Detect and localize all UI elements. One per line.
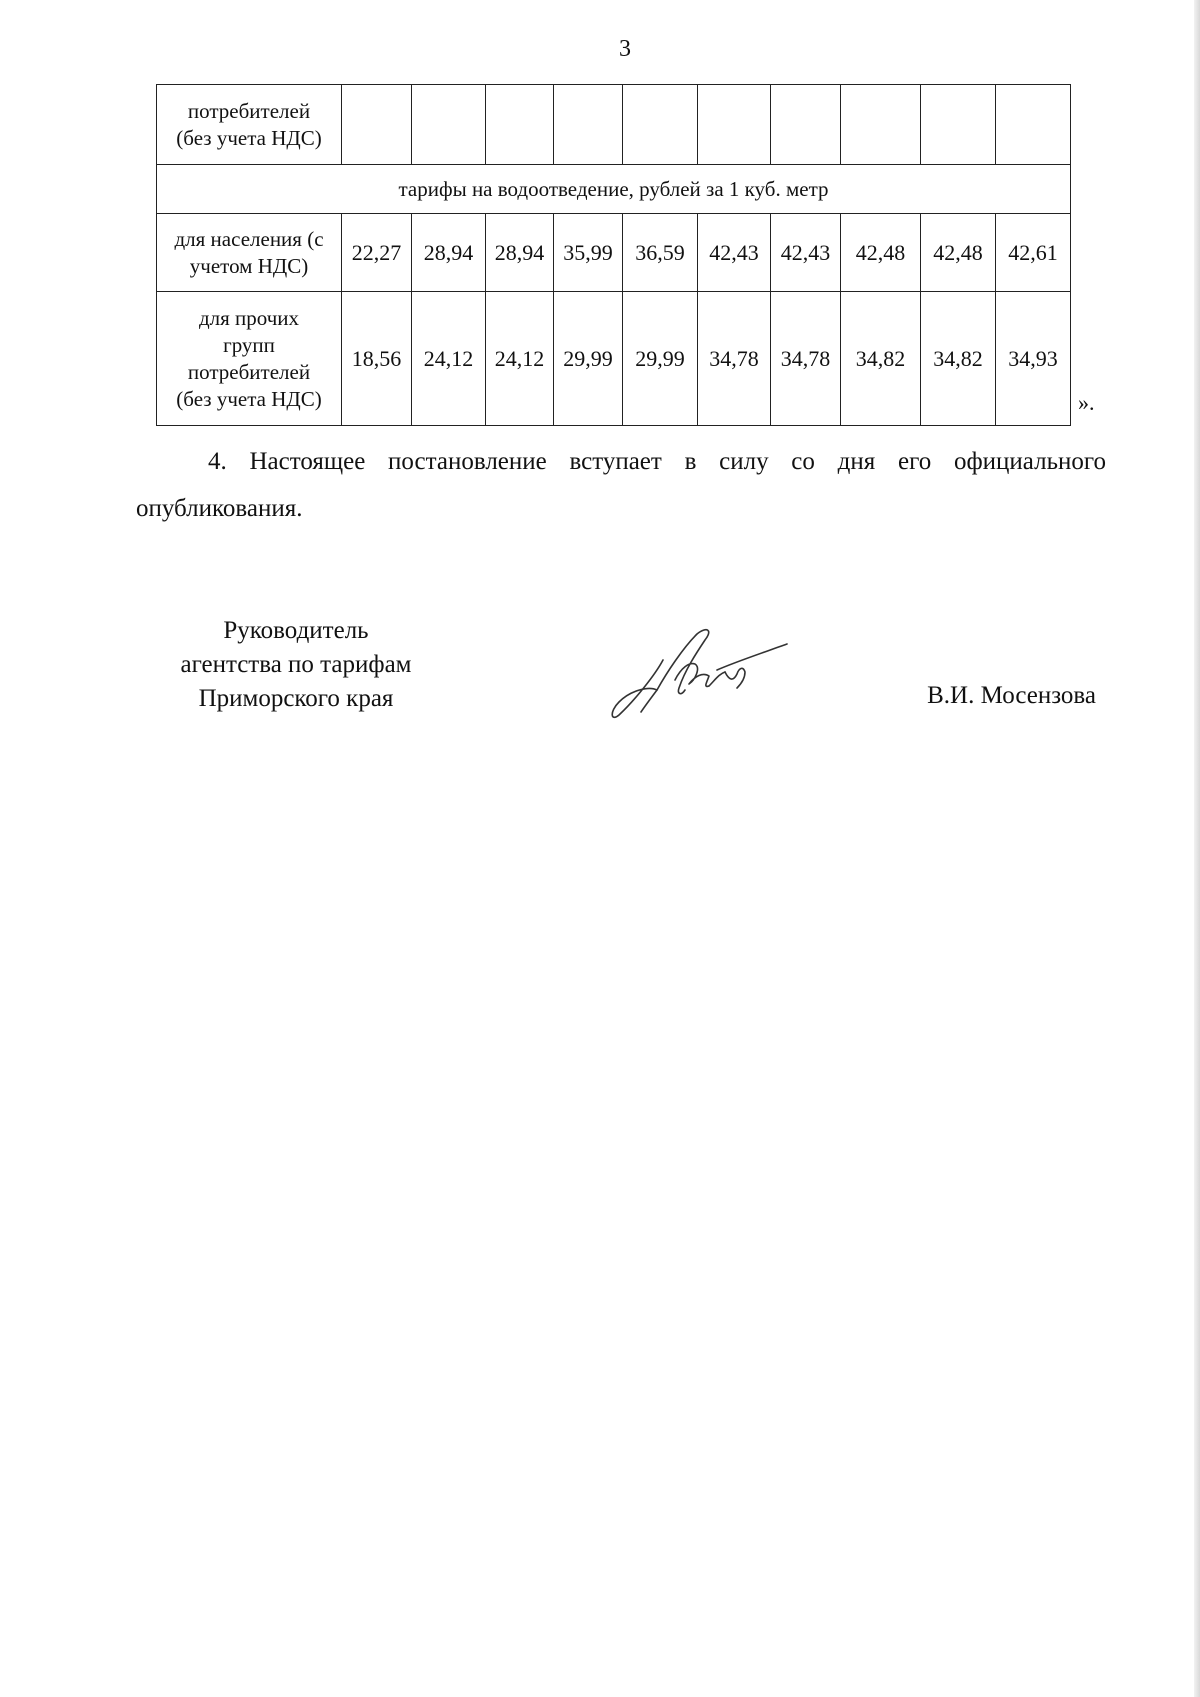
table-cell: 22,27 bbox=[342, 214, 412, 292]
effective-date-paragraph: 4. Настоящее постановление вступает в силу со дня его официального опубликования. bbox=[136, 448, 1106, 522]
table-cell: 34,82 bbox=[921, 292, 996, 426]
table-cell: 24,12 bbox=[412, 292, 486, 426]
signer-title: Руководитель агентства по тарифам Приморского края bbox=[180, 617, 412, 712]
table-cell: 36,59 bbox=[623, 214, 698, 292]
table-cell bbox=[921, 85, 996, 165]
table-section-row bbox=[157, 165, 1071, 214]
page-number: 3 bbox=[619, 36, 631, 62]
table-cell bbox=[771, 85, 841, 165]
page-edge-shadow bbox=[1194, 0, 1200, 1697]
table-cell: 29,99 bbox=[623, 292, 698, 426]
row-label: для населения (с учетом НДС) bbox=[157, 214, 342, 292]
table-cell: 42,48 bbox=[921, 214, 996, 292]
table-cell: 34,93 bbox=[996, 292, 1071, 426]
table-cell bbox=[623, 85, 698, 165]
table-cell bbox=[841, 85, 921, 165]
table-cell bbox=[412, 85, 486, 165]
tariff-table bbox=[156, 84, 1071, 426]
table-cell bbox=[342, 85, 412, 165]
table-row-top bbox=[157, 85, 1071, 165]
table-cell: 29,99 bbox=[554, 292, 623, 426]
table-cell bbox=[554, 85, 623, 165]
table-cell: 28,94 bbox=[412, 214, 486, 292]
handwritten-signature bbox=[605, 620, 795, 730]
table-cell: 42,48 bbox=[841, 214, 921, 292]
closing-quote: ». bbox=[1078, 390, 1095, 415]
table-cell: 18,56 bbox=[342, 292, 412, 426]
table-cell: 34,82 bbox=[841, 292, 921, 426]
table-cell: 34,78 bbox=[771, 292, 841, 426]
table-cell: 42,61 bbox=[996, 214, 1071, 292]
table-row bbox=[157, 292, 1071, 426]
section-header: тарифы на водоотведение, рублей за 1 куб. метр bbox=[157, 165, 1071, 214]
row-label: для прочих групп потребителей (без учета НДС) bbox=[157, 292, 342, 426]
table-cell: 34,78 bbox=[698, 292, 771, 426]
table-cell: 24,12 bbox=[486, 292, 554, 426]
table-row bbox=[157, 214, 1071, 292]
table-cell bbox=[996, 85, 1071, 165]
signer-name: В.И. Мосензова bbox=[927, 682, 1096, 709]
table-cell: 28,94 bbox=[486, 214, 554, 292]
table-cell bbox=[486, 85, 554, 165]
table-cell: 42,43 bbox=[698, 214, 771, 292]
table-cell: 35,99 bbox=[554, 214, 623, 292]
table-cell: 42,43 bbox=[771, 214, 841, 292]
row-label: потребителей (без учета НДС) bbox=[157, 85, 342, 165]
table-cell bbox=[698, 85, 771, 165]
